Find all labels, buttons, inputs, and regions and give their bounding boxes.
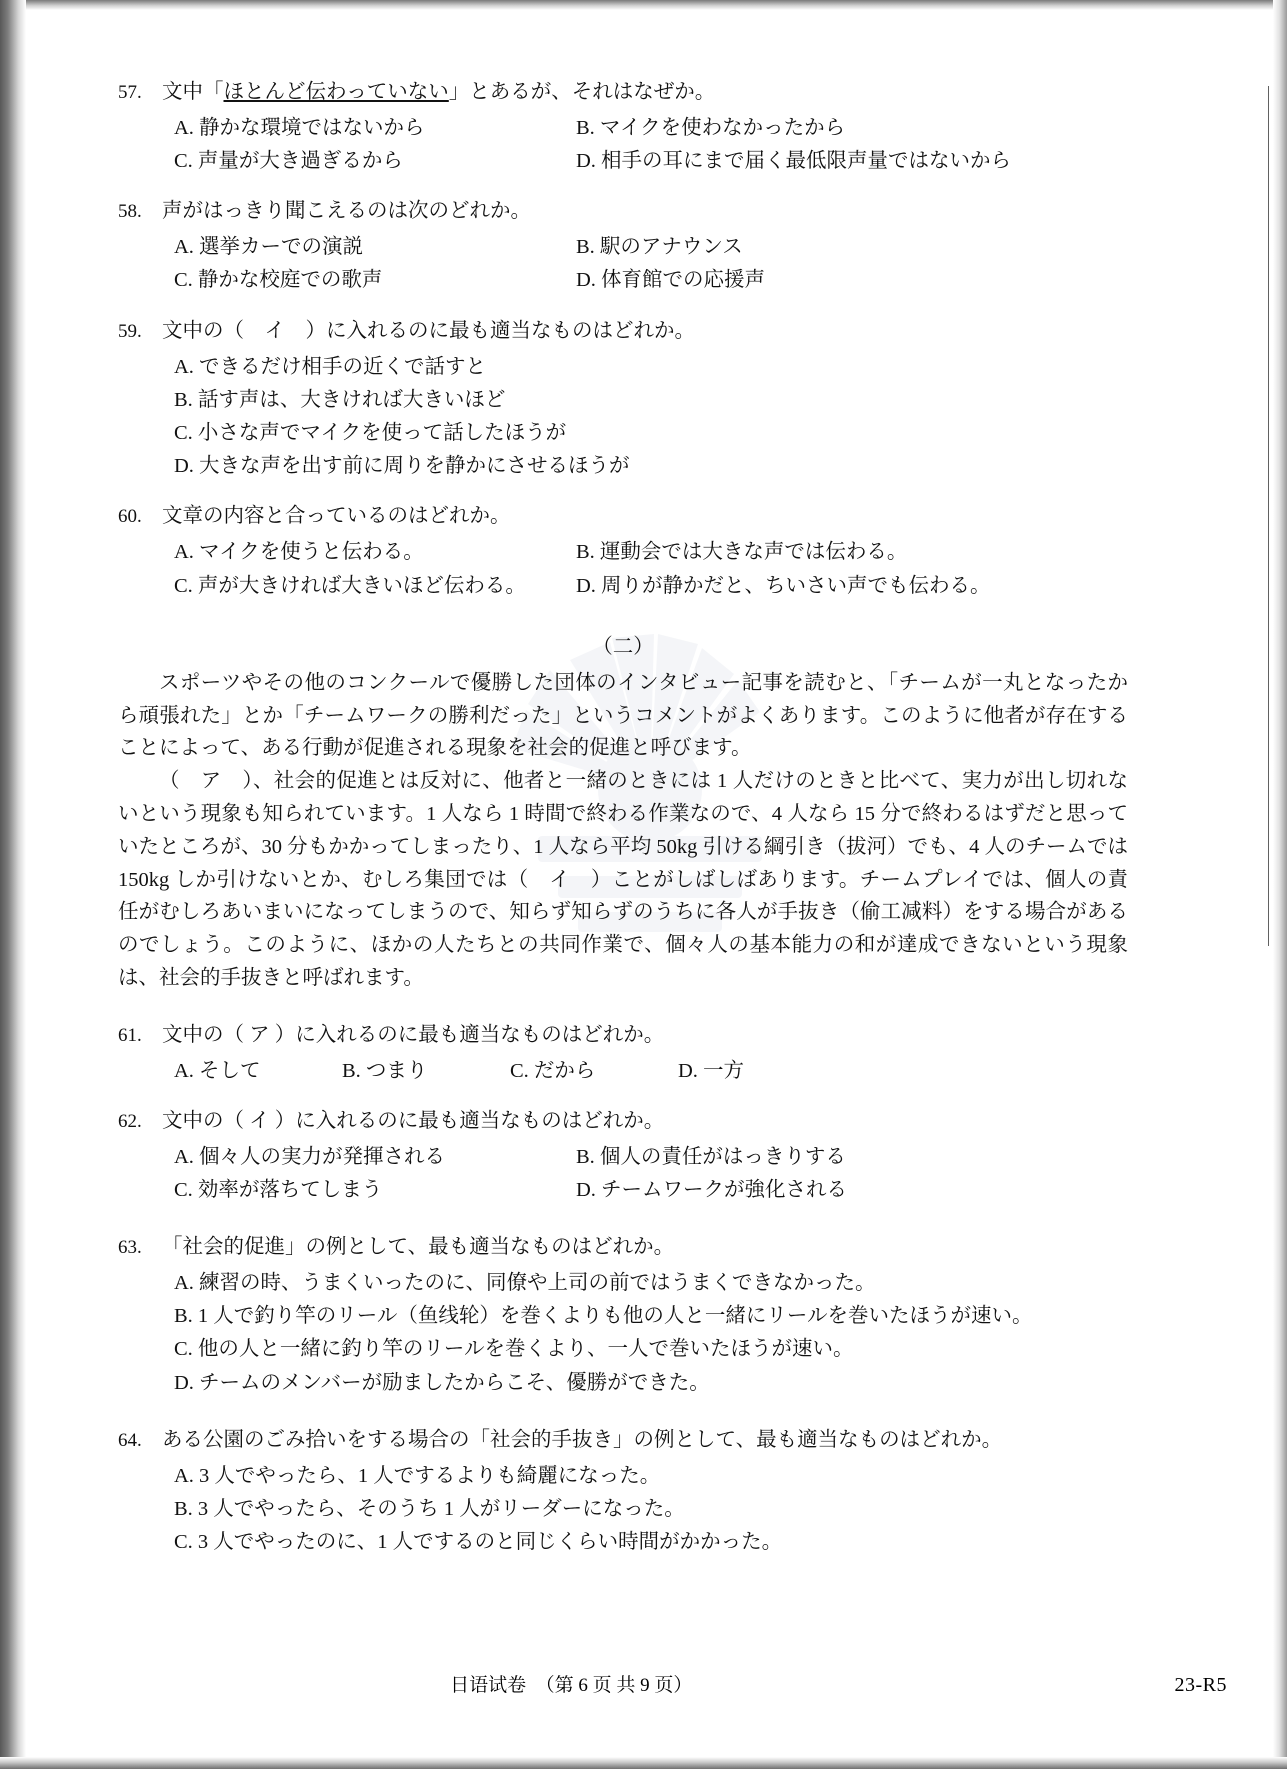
question-stem: 「社会的促進」の例として、最も適当なものはどれか。 [162, 1236, 675, 1259]
option-d[interactable]: D. 体育館での応援声 [576, 269, 766, 292]
question-stem-row [118, 197, 1128, 227]
option-row [174, 384, 1128, 417]
question-stem: 文中の（ イ ）に入れるのに最も適当なものはどれか。 [162, 1109, 665, 1132]
option-c[interactable]: C. 3 人でやったのに、1 人でするのと同じくらい時間がかかった。 [174, 1531, 783, 1554]
option-b[interactable]: B. 話す声は、大きければ大きいほど [174, 388, 506, 411]
option-row [174, 1141, 1128, 1174]
option-row [174, 1267, 1128, 1300]
question-58 [118, 197, 1128, 297]
option-row [174, 1174, 1128, 1207]
question-61 [118, 1021, 1128, 1088]
options-group [174, 231, 1128, 297]
options-group [174, 1055, 1128, 1088]
options-group [174, 1460, 1128, 1560]
footer-paper-code: 23-R5 [1174, 1674, 1227, 1696]
question-stem [162, 78, 715, 108]
option-row [174, 351, 1128, 384]
stem-text-before: 文中「 [162, 81, 224, 103]
option-row [174, 1460, 1128, 1493]
option-d[interactable]: D. 相手の耳にまで届く最低限声量ではないから [576, 150, 1012, 173]
scan-edge-right [1273, 0, 1287, 1769]
options-group [174, 536, 1128, 602]
question-number: 59. [118, 320, 142, 342]
option-row [174, 450, 1128, 483]
option-row [174, 1055, 1128, 1088]
question-stem: 文中の（ イ ）に入れるのに最も適当なものはどれか。 [162, 319, 695, 342]
option-d[interactable]: D. 一方 [678, 1059, 745, 1082]
option-b[interactable]: B. 個人の責任がはっきりする [576, 1145, 846, 1168]
passage-paragraph-1: スポーツやその他のコンクールで優勝した団体のインタビュー記事を読むと、「チームが一丸となったから頑張れた」とか「チームワークの勝利だった」というコメントがよくあります。このように他者が存在することによって、ある行動が促進される現象を社会的促進と呼びます。 [118, 671, 1128, 760]
option-a[interactable]: A. 選挙カーでの演説 [174, 236, 364, 259]
option-row [174, 231, 1128, 264]
page-rule-line [1268, 86, 1269, 946]
option-b[interactable]: B. 1 人で釣り竿のリール（鱼线轮）を巻くよりも他の人と一緒にリールを巻いたほうが速い。 [174, 1305, 1033, 1328]
option-c[interactable]: C. 効率が落ちてしまう [174, 1178, 383, 1201]
question-number: 64. [118, 1429, 142, 1451]
option-a[interactable]: A. 練習の時、うまくいったのに、同僚や上司の前ではうまくできなかった。 [174, 1272, 876, 1295]
option-row [174, 264, 1128, 297]
question-stem: 声がはっきり聞こえるのは次のどれか。 [162, 200, 531, 223]
passage-paragraph-2: （ ア ）、社会的促進とは反対に、他者と一緒のときには 1 人だけのときと比べて、実力が出し切れないという現象も知られています。1 人なら 1 時間で終わる作業なので、4 人なら 15 分で終わるはずだと思っていたところが、30 分もかかってしまったり、1 人なら平均 50kg 引ける綱引き（拔河）でも、4 人のチームでは 150kg しか引けないとか、むしろ集団では（ イ ）ことがしばしばあります。チームプレイでは、個人の責任がむしろあいまいになってしまうので、知らず知らずのうちに各人が手抜き（偷工减料）をする場合があるのでしょう。このように、ほかの人たちとの共同作業で、個々人の基本能力の和が達成できないという現象は、社会的手抜きと呼ばれます。 [118, 770, 1128, 989]
page-content [118, 78, 1128, 1578]
option-a[interactable]: A. そして [174, 1059, 261, 1082]
option-c[interactable]: C. だから [510, 1059, 596, 1082]
question-stem: 文中の（ ア ）に入れるのに最も適当なものはどれか。 [162, 1023, 665, 1046]
scan-edge-left [0, 0, 26, 1769]
option-row [174, 1367, 1128, 1400]
question-64 [118, 1426, 1128, 1560]
question-stem-row [118, 78, 1128, 108]
option-row [174, 1526, 1128, 1559]
question-stem-row [118, 502, 1128, 532]
option-d[interactable]: D. チームワークが強化される [576, 1178, 848, 1201]
question-stem-row [118, 1426, 1128, 1456]
question-60 [118, 502, 1128, 602]
option-row [174, 145, 1128, 178]
option-d[interactable]: D. 周りが静かだと、ちいさい声でも伝わる。 [576, 574, 991, 597]
question-number: 61. [118, 1024, 142, 1046]
option-a[interactable]: A. できるだけ相手の近くで話すと [174, 355, 487, 378]
question-stem-row [118, 317, 1128, 347]
options-group [174, 1267, 1128, 1400]
option-b[interactable]: B. つまり [342, 1059, 428, 1082]
question-stem-row [118, 1233, 1128, 1263]
scan-edge-bottom [0, 1757, 1287, 1769]
question-number: 60. [118, 506, 142, 528]
option-b[interactable]: B. 3 人でやったら、そのうち 1 人がリーダーになった。 [174, 1498, 685, 1520]
question-stem-row [118, 1107, 1128, 1137]
question-stem-row [118, 1021, 1128, 1051]
option-c[interactable]: C. 小さな声でマイクを使って話したほうが [174, 421, 567, 444]
question-57 [118, 78, 1128, 178]
options-group [174, 351, 1128, 484]
option-row [174, 112, 1128, 145]
option-d[interactable]: D. チームのメンバーが励ましたからこそ、優勝ができた。 [174, 1371, 710, 1394]
option-b[interactable]: B. 駅のアナウンス [576, 236, 743, 259]
option-b[interactable]: B. 運動会では大きな声では伝わる。 [576, 541, 908, 564]
option-row [174, 570, 1128, 603]
option-row [174, 1333, 1128, 1366]
footer-page-label: 日语试卷 （第 6 页 共 9 页） [450, 1675, 693, 1696]
option-row [174, 536, 1128, 569]
option-c[interactable]: C. 声が大きければ大きいほど伝わる。 [174, 574, 526, 597]
options-group [174, 112, 1128, 178]
question-number: 63. [118, 1237, 142, 1259]
option-a[interactable]: A. 3 人でやったら、1 人でするよりも綺麗になった。 [174, 1464, 661, 1487]
option-b[interactable]: B. マイクを使わなかったから [576, 116, 846, 139]
options-group [174, 1141, 1128, 1207]
question-number: 58. [118, 201, 142, 223]
option-row [174, 417, 1128, 450]
question-stem: ある公園のごみ拾いをする場合の「社会的手抜き」の例として、最も適当なものはどれか。 [162, 1428, 1003, 1451]
question-number: 57. [118, 82, 142, 103]
question-63 [118, 1233, 1128, 1400]
page-footer [118, 1670, 1227, 1697]
question-59 [118, 317, 1128, 484]
stem-underlined-text: ほとんど伝わっていない [223, 81, 449, 103]
question-62 [118, 1107, 1128, 1207]
option-a[interactable]: A. 静かな環境ではないから [174, 116, 425, 139]
option-a[interactable]: A. 個々人の実力が発揮される [174, 1145, 446, 1168]
option-c[interactable]: C. 他の人と一緒に釣り竿のリールを巻くより、一人で巻いたほうが速い。 [174, 1338, 854, 1361]
scan-edge-top [0, 0, 1287, 10]
option-row [174, 1493, 1128, 1526]
option-row [174, 1300, 1128, 1333]
question-stem: 文章の内容と合っているのはどれか。 [162, 505, 511, 528]
section-heading: （二） [592, 635, 654, 658]
option-d[interactable]: D. 大きな声を出す前に周りを静かにさせるほうが [174, 455, 630, 478]
stem-text-after: 」とあるが、それはなぜか。 [448, 81, 716, 103]
option-c[interactable]: C. 静かな校庭での歌声 [174, 269, 383, 292]
option-a[interactable]: A. マイクを使うと伝わる。 [174, 541, 424, 564]
question-number: 62. [118, 1110, 142, 1132]
reading-passage [118, 667, 1128, 995]
option-c[interactable]: C. 声量が大き過ぎるから [174, 150, 403, 173]
